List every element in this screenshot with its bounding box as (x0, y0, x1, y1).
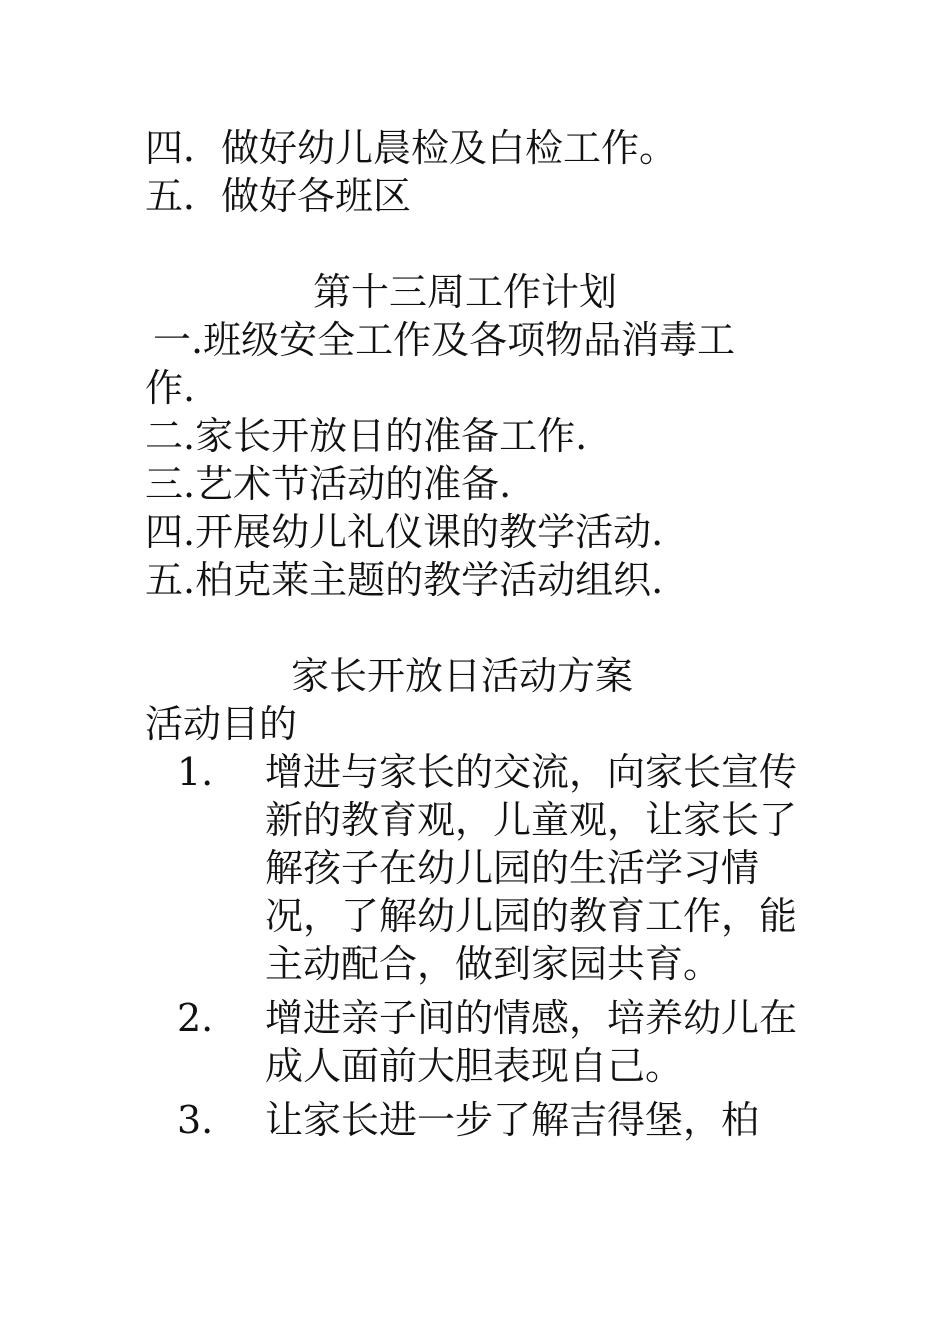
section-label: 活动目的 (145, 702, 298, 746)
goal-list (145, 748, 810, 1144)
week13-item-1-line-2: 作. (145, 366, 196, 410)
list-item (145, 748, 810, 988)
list-number: 3. (177, 1098, 214, 1142)
week13-item-4: 四.开展幼儿礼仪课的教学活动. (145, 510, 664, 554)
list-text: 增进与家长的交流，向家长宣传新的教育观，儿童观，让家长了解孩子在幼儿园的生活学习情况，了解幼儿园的教育工作，能主动配合，做到家园共育。 (265, 750, 798, 986)
week13-item-2: 二.家长开放日的准备工作. (145, 414, 588, 458)
document-page (145, 124, 810, 1150)
list-text: 增进亲子间的情感，培养幼儿在成人面前大胆表现自己。 (265, 996, 798, 1088)
prev-item-4: 四．做好幼儿晨检及白检工作。 (145, 126, 678, 170)
week13-title: 第十三周工作计划 (313, 270, 618, 314)
list-number: 1. (177, 750, 214, 794)
open-day-title: 家长开放日活动方案 (291, 654, 634, 698)
week13-item-3: 三.艺术节活动的准备. (145, 462, 512, 506)
list-item (145, 1096, 810, 1144)
week13-item-5: 五.柏克莱主题的教学活动组织. (145, 558, 664, 602)
list-item (145, 994, 810, 1090)
list-number: 2. (177, 996, 214, 1040)
spacer (145, 220, 810, 268)
prev-item-5: 五．做好各班区 (145, 174, 412, 218)
spacer (145, 604, 810, 652)
week13-item-1-line-1: 一.班级安全工作及各项物品消毒工 (153, 318, 736, 362)
list-text: 让家长进一步了解吉得堡，柏 (265, 1098, 760, 1142)
